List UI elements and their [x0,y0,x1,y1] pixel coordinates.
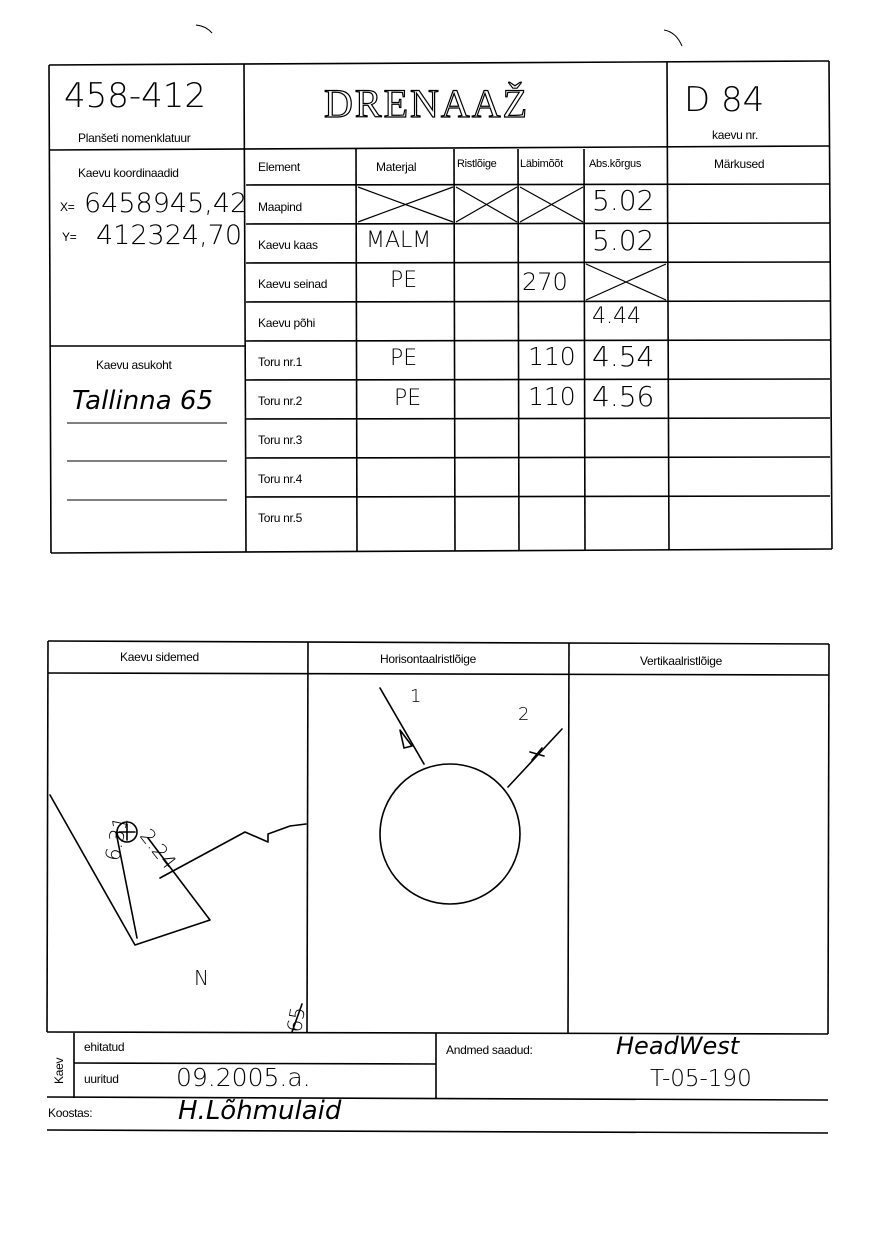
location-label: Kaevu asukoht [96,358,172,372]
col-header-element: Element [258,160,300,174]
row-diameter: 270 [522,268,568,296]
row-element: Toru nr.4 [258,472,302,486]
row-abs: 5.02 [592,224,655,257]
tie-dimension-1: 6.31 [100,814,133,863]
row-element: Toru nr.2 [258,394,302,408]
col-header-abs-height: Abs.kõrgus [589,158,642,170]
row-material: PE [390,346,418,371]
compiled-value: H.Lõhmulaid [178,1096,342,1126]
row-element: Kaevu põhi [258,316,316,330]
surveyed-label: uuritud [84,1072,119,1086]
north-mark: N [194,966,209,990]
row-material: PE [394,386,422,411]
page-title: DRENAAŽ [324,81,530,126]
row-abs: 5.02 [592,184,655,217]
row-diameter: 110 [528,342,576,371]
pipe-2-label: 2 [518,704,530,725]
well-number-value: D 84 [684,80,765,120]
row-abs: 4.56 [592,380,655,413]
section-label-ties: Kaevu sidemed [120,650,199,664]
row-material: MALM [366,228,432,253]
col-header-material: Materjal [376,160,417,174]
well-number-label: kaevu nr. [712,128,758,142]
compiled-label: Koostas: [48,1106,93,1120]
coordinates-label: Kaevu koordinaadid [78,166,179,180]
col-header-diameter: Läbimõõt [520,158,563,170]
section-label-vertical: Vertikaalristlõige [640,654,722,668]
row-element: Toru nr.3 [258,433,302,447]
built-label: ehitatud [84,1040,125,1054]
y-prefix: Y= [62,230,77,244]
plan-nomenclature-value: 458-412 [64,76,207,116]
horizontal-section [380,688,562,904]
location-value: Tallinna 65 [72,386,213,416]
pipe-1-label: 1 [410,686,422,707]
row-element: Kaevu kaas [258,238,318,252]
row-element: Toru nr.1 [258,355,302,369]
house-number: 65 [282,1004,311,1035]
row-abs: 4.54 [592,340,655,373]
data-received-signature: HeadWest [616,1032,740,1060]
row-diameter: 110 [528,382,576,411]
row-element: Kaevu seinad [258,277,328,291]
data-received-ref: T-05-190 [650,1066,752,1092]
plan-nomenclature-label: Planšeti nomenklatuur [78,131,191,145]
surveyed-value: 09.2005.a. [176,1063,311,1092]
data-received-label: Andmed saadud: [446,1043,533,1057]
x-prefix: X= [60,200,75,214]
ties-sketch [50,795,306,1032]
row-abs: 4.44 [592,304,641,329]
tie-dimension-2: 2.24 [135,824,182,874]
x-coordinate-value: 6458945,42 [84,188,248,219]
row-element: Toru nr.5 [258,511,302,525]
row-element: Maapind [258,200,302,214]
kaev-label: Kaev [52,1057,66,1084]
col-header-cross: Ristlõige [457,158,497,170]
section-label-horizontal: Horisontaalristlõige [380,652,477,666]
row-material: PE [390,268,418,293]
y-coordinate-value: 412324,70 [96,220,243,251]
col-header-remarks: Märkused [714,157,765,171]
